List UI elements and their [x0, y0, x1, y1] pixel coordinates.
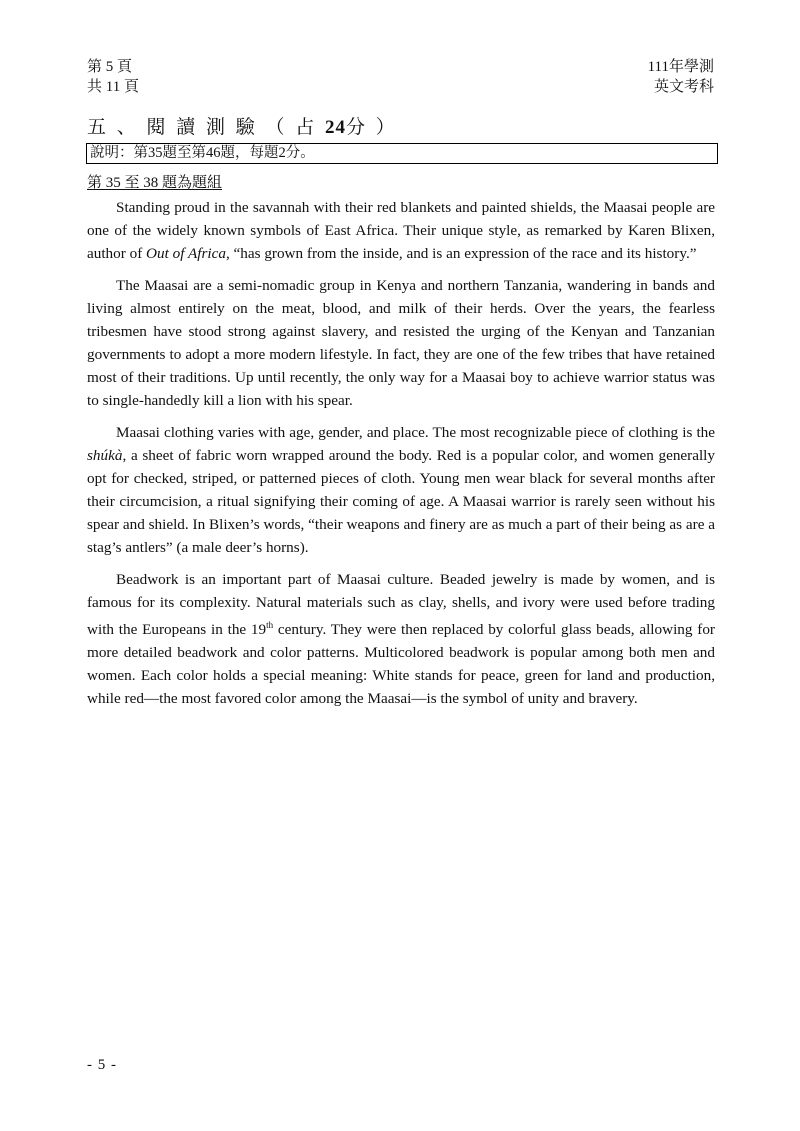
- page-number: 第 5 頁: [87, 59, 133, 75]
- subject-name: 英文考科: [653, 79, 714, 95]
- p4-text-a: Beadwork is an important part of Maasai culture. Beaded jewelry is made by women, and is famous for its complexity. Natural materials such as clay, shells, and ivory were used before trading with the Europeans in the 19: [87, 571, 715, 639]
- reading-passage: [87, 196, 715, 719]
- section-title-suffix: 分 ）: [346, 117, 398, 138]
- page-header-right: [648, 57, 714, 97]
- p1-text-b: , “has grown from the inside, and is an expression of the race and its history.”: [225, 245, 697, 262]
- total-pages: 共 11 頁: [87, 79, 139, 95]
- shuka-term: shúkà: [87, 447, 123, 464]
- book-title: Out of Africa: [146, 245, 226, 262]
- passage-paragraph-2: The Maasai are a semi-nomadic group in Kenya and northern Tanzania, wandering in bands and living almost entirely on the meat, blood, and milk of their herds. Over the years, the fearless tribesmen have stood strong against slavery, and resisted the urging of the Kenyan and Tanzanian governments to adopt a more modern lifestyle. In fact, they are one of the few tribes that have retained most of their traditions. Up until recently, the only way for a Maasai boy to achieve warrior status was to single-handedly kill a lion with his spear.: [87, 277, 715, 409]
- p4-text-b: century. They were then replaced by colorful glass beads, allowing for more detailed beadwork and color patterns. Multicolored beadwork is popular among both men and women. Each color holds a special meaning: White stands for peace, green for land and production, while red—the most favored color among the Maasai—is the symbol of unity and bravery.: [87, 621, 715, 708]
- instructions-text: 說明：第35題至第46題，每題2分。: [90, 145, 315, 161]
- p3-text-a: Maasai clothing varies with age, gender, and place. The most recognizable piece of clothing is the: [116, 424, 715, 441]
- passage-paragraph-3: [87, 421, 715, 559]
- passage-paragraph-4: [87, 568, 715, 710]
- page-footer: - 5 -: [87, 1057, 117, 1073]
- section-points: 24: [325, 117, 347, 138]
- section-title-prefix: 五 、 閱 讀 測 驗 （ 占: [87, 117, 326, 138]
- question-group-label: 第 35 至 38 題為題組: [87, 175, 223, 191]
- instructions-box: [86, 143, 718, 164]
- exam-name: 111年學測: [647, 59, 714, 75]
- ordinal-suffix: th: [266, 620, 274, 630]
- passage-paragraph-1: [87, 196, 715, 265]
- page-header-left: [87, 57, 139, 97]
- p1-text-a: Standing proud in the savannah with their red blankets and painted shields, the Maasai people are one of the widely known symbols of East Africa. Their unique style, as remarked by Karen Blixen, author of: [87, 199, 715, 262]
- p3-text-b: , a sheet of fabric worn wrapped around the body. Red is a popular color, and women generally opt for checked, striped, or patterned pieces of cloth. Young men wear black for several months after their circumcision, a ritual signifying their coming of age. A Maasai warrior is rarely seen without his spear and shield. In Blixen’s words, “their weapons and finery are as much a part of their being as are a stag’s antlers” (a male deer’s horns).: [87, 447, 715, 556]
- section-title: [87, 116, 398, 140]
